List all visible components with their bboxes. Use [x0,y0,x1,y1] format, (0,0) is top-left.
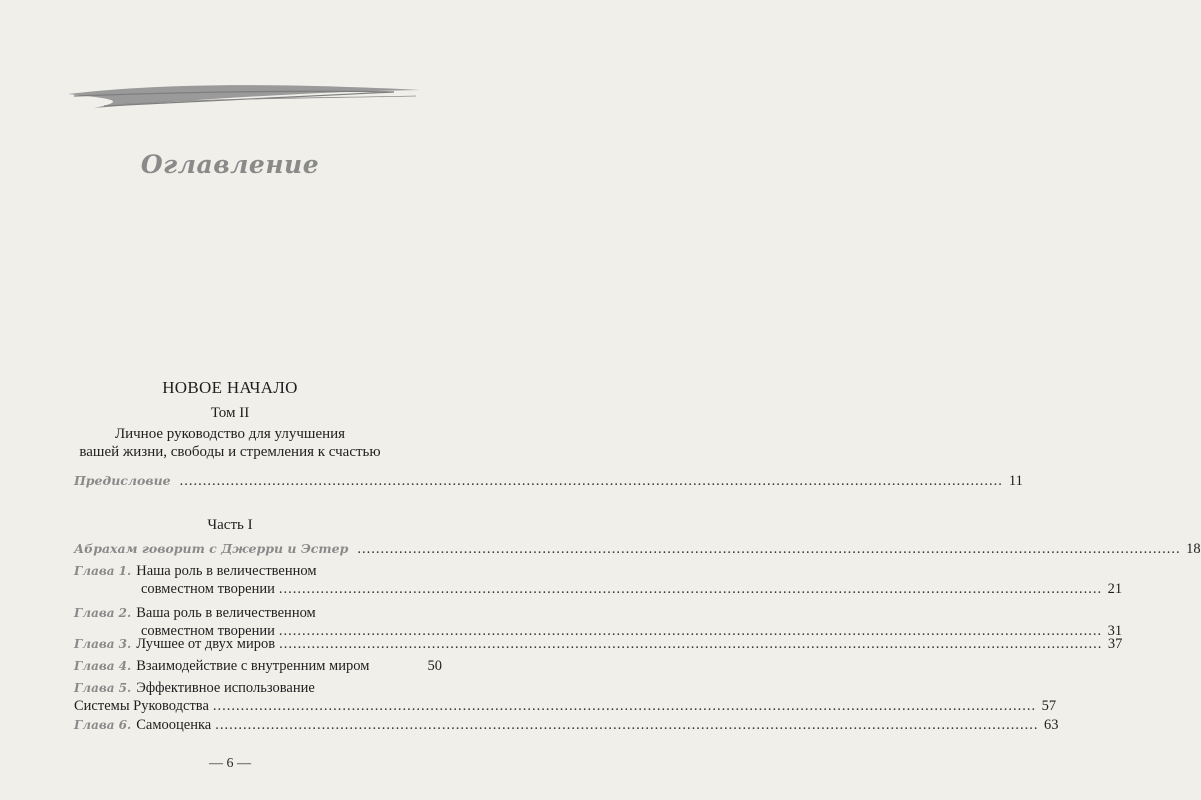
page-number: 11 [1008,473,1023,489]
book-subtitle [60,425,400,461]
chapter-title: Ваша роль в величественном [136,605,316,621]
chapter-title: Взаимодействие с внутренним миром [136,658,370,674]
page-number: 18 [1186,541,1201,557]
swash-ornament [64,80,424,120]
toc-entry-chapter-1[interactable] [74,562,1123,598]
subtitle-line-2: вашей жизни, свободы и стремления к счастью [79,444,381,460]
toc-entry-chapter-4[interactable] [74,657,442,675]
chapter-label: Глава 3. [74,637,132,651]
page-number: 63 [1043,717,1059,733]
subtitle-line-1: Личное руководство для улучшения [114,426,346,442]
toc-entry-preface[interactable] [74,472,1023,490]
toc-heading: Оглавление [140,150,320,179]
page-folio: — 6 — [209,756,251,771]
chapter-title-cont: Системы Руководства [74,698,209,714]
chapter-label: Глава 5. [74,681,132,695]
chapter-title: Лучшее от двух миров [136,636,276,652]
toc-entry-chapter-5[interactable] [74,679,1057,715]
leader-dots [213,697,1036,715]
page-number: 57 [1041,698,1057,714]
book-title: НОВОЕ НАЧАЛО [162,378,298,397]
page-number: 31 [1107,623,1123,639]
chapter-title: Наша роль в величественном [136,563,317,579]
entry-label: Абрахам говорит с Джерри и Эстер [74,541,349,556]
leader-dots [279,580,1102,598]
chapter-label: Глава 2. [74,606,132,620]
chapter-label: Глава 6. [74,718,132,732]
chapter-title: Самооценка [136,717,212,733]
part-heading: Часть I [207,517,253,533]
chapter-title: Эффективное использование [136,680,315,696]
leader-dots [279,635,1102,653]
leader-dots [357,540,1180,558]
leader-dots [215,716,1038,734]
volume-label: Том II [210,405,250,421]
entry-label: Предисловие [74,473,171,488]
chapter-label: Глава 4. [74,659,132,673]
page-number: 37 [1107,636,1123,652]
page-number: 21 [1107,581,1123,597]
chapter-label: Глава 1. [74,564,132,578]
toc-entry-abraham[interactable] [74,540,1201,558]
page-number: 50 [427,658,442,674]
chapter-title-cont: совместном творении [141,581,275,597]
toc-entry-chapter-3[interactable] [74,635,1123,653]
chapter-title-cont: совместном творении [141,623,275,639]
leader-dots [180,472,1003,490]
toc-entry-chapter-6[interactable] [74,716,1059,734]
